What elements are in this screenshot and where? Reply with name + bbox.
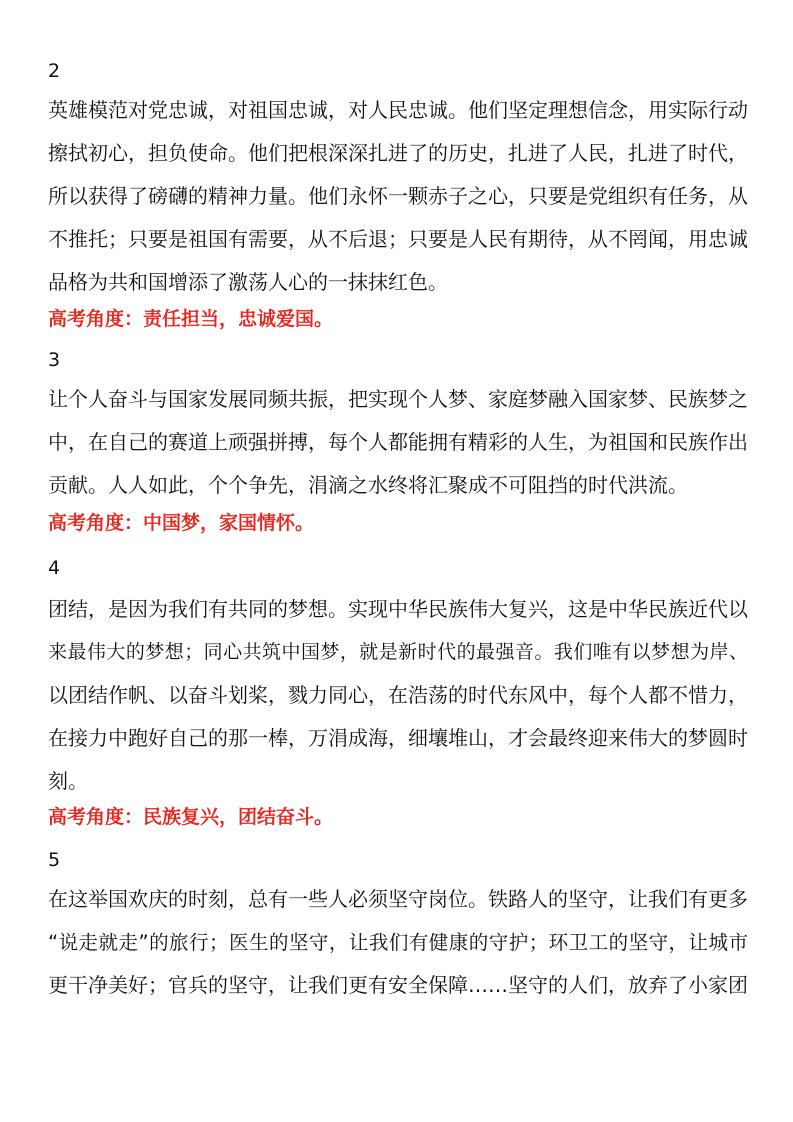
paragraph-line: “说走就走”的旅行；医生的坚守，让我们有健康的守护；环卫工的坚守，让城市 [48,931,748,954]
paragraph-line: 贡献。人人如此，个个争先，涓滴之水终将汇聚成不可阻挡的时代洪流。 [48,473,688,497]
paragraph-line: 擦拭初心，担负使命。他们把根深深扎进了的历史，扎进了人民，扎进了时代， [48,141,748,165]
exam-angle: 高考角度：责任担当，忠诚爱国。 [48,308,334,330]
paragraph-line: 品格为共和国增添了激荡人心的一抹抹红色。 [48,270,448,294]
section-number: 5 [48,849,61,871]
section-paragraph [48,378,748,507]
paragraph-line: 团结，是因为我们有共同的梦想。实现中华民族伟大复兴，这是中华民族近代以 [48,597,748,621]
section-number: 2 [48,60,61,82]
section-number: 3 [48,349,61,371]
paragraph-line: 让个人奋斗与国家发展同频共振，把实现个人梦、家庭梦融入国家梦、民族梦之 [48,387,748,411]
paragraph-line: 在接力中跑好自己的那一棒，万涓成海，细壤堆山，才会最终迎来伟大的梦圆时 [48,726,748,750]
paragraph-line: 不推托；只要是祖国有需要，从不后退；只要是人民有期待，从不罔闻，用忠诚 [48,227,748,251]
section-paragraph [48,878,748,1007]
paragraph-line: 英雄模范对党忠诚，对祖国忠诚，对人民忠诚。他们坚定理想信念，用实际行动 [48,98,748,122]
section-paragraph [48,89,748,304]
paragraph-line: 刻。 [48,769,88,793]
section-paragraph [48,588,748,803]
paragraph-line: 所以获得了磅礴的精神力量。他们永怀一颗赤子之心，只要是党组织有任务，从 [48,184,748,208]
paragraph-line: 以团结作帆、以奋斗划桨，戮力同心，在浩荡的时代东风中，每个人都不惜力， [48,683,748,707]
exam-angle: 高考角度：民族复兴，团结奋斗。 [48,806,334,828]
paragraph-line: 更干净美好；官兵的坚守，让我们更有安全保障……坚守的人们，放弃了小家团 [48,973,748,997]
paragraph-line: 中，在自己的赛道上顽强拼搏，每个人都能拥有精彩的人生，为祖国和民族作出 [48,430,748,454]
paragraph-line: 在这举国欢庆的时刻，总有一些人必须坚守岗位。铁路人的坚守，让我们有更多 [48,887,748,911]
paragraph-line: 来最伟大的梦想；同心共筑中国梦，就是新时代的最强音。我们唯有以梦想为岸、 [48,641,748,663]
exam-angle: 高考角度：中国梦，家国情怀。 [48,512,315,534]
section-number: 4 [48,557,61,579]
